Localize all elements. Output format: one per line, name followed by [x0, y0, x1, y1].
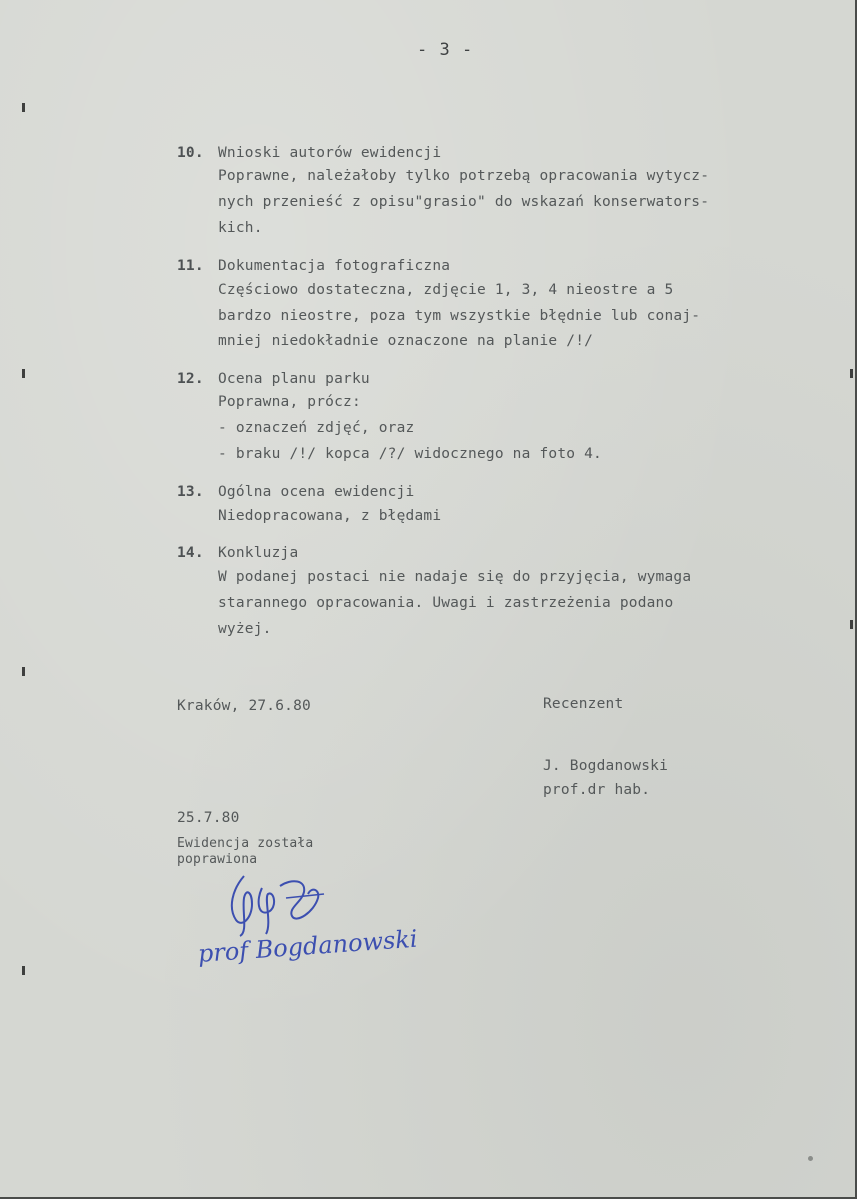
item-text-line: - oznaczeń zdjęć, oraz	[218, 420, 415, 436]
item-text-line: - braku /!/ kopca /?/ widocznego na foto 4.	[218, 446, 602, 462]
item-number: 13.	[177, 484, 204, 500]
binding-mark	[850, 620, 853, 629]
page-number: - 3 -	[417, 40, 474, 60]
item-text-line: nych przenieść z opisu"grasio" do wskazań konserwators-	[218, 194, 710, 210]
note-date: 25.7.80	[177, 810, 240, 826]
binding-mark	[850, 369, 853, 378]
item-text-line: bardzo nieostre, poza tym wszystkie błędnie lub conaj-	[218, 308, 701, 324]
item-text-line: mniej niedokładnie oznaczone na planie /!/	[218, 333, 594, 349]
item-text-line: Niedopracowana, z błędami	[218, 508, 442, 524]
item-heading: Ocena planu parku	[218, 371, 370, 387]
reviewer-name: J. Bogdanowski	[543, 758, 669, 774]
item-heading: Dokumentacja fotograficzna	[218, 258, 451, 274]
binding-mark	[22, 103, 25, 112]
handwritten-signature: prof Bogdanowski	[197, 924, 419, 968]
item-text-line: W podanej postaci nie nadaje się do przyjęcia, wymaga	[218, 569, 692, 585]
item-number: 12.	[177, 371, 204, 387]
item-text-line: wyżej.	[218, 621, 272, 637]
note-line: poprawiona	[177, 852, 258, 867]
item-number: 10.	[177, 145, 204, 161]
item-heading: Ogólna ocena ewidencji	[218, 484, 415, 500]
reviewer-label: Recenzent	[543, 696, 624, 712]
paper-speck	[808, 1156, 813, 1161]
binding-mark	[22, 667, 25, 676]
item-heading: Wnioski autorów ewidencji	[218, 145, 442, 161]
binding-mark	[22, 369, 25, 378]
item-text-line: Częściowo dostateczna, zdjęcie 1, 3, 4 nieostre a 5	[218, 282, 674, 298]
place-date: Kraków, 27.6.80	[177, 698, 311, 714]
item-number: 14.	[177, 545, 204, 561]
item-text-line: starannego opracowania. Uwagi i zastrzeżenia podano	[218, 595, 674, 611]
reviewer-title: prof.dr hab.	[543, 782, 651, 798]
note-line: Ewidencja została	[177, 836, 314, 851]
item-text-line: Poprawne, należałoby tylko potrzebą opracowania wytycz-	[218, 168, 710, 184]
item-text-line: kich.	[218, 220, 263, 236]
item-text-line: Poprawna, prócz:	[218, 394, 361, 410]
item-heading: Konkluzja	[218, 545, 299, 561]
item-number: 11.	[177, 258, 204, 274]
handwritten-initials	[222, 868, 332, 938]
binding-mark	[22, 966, 25, 975]
